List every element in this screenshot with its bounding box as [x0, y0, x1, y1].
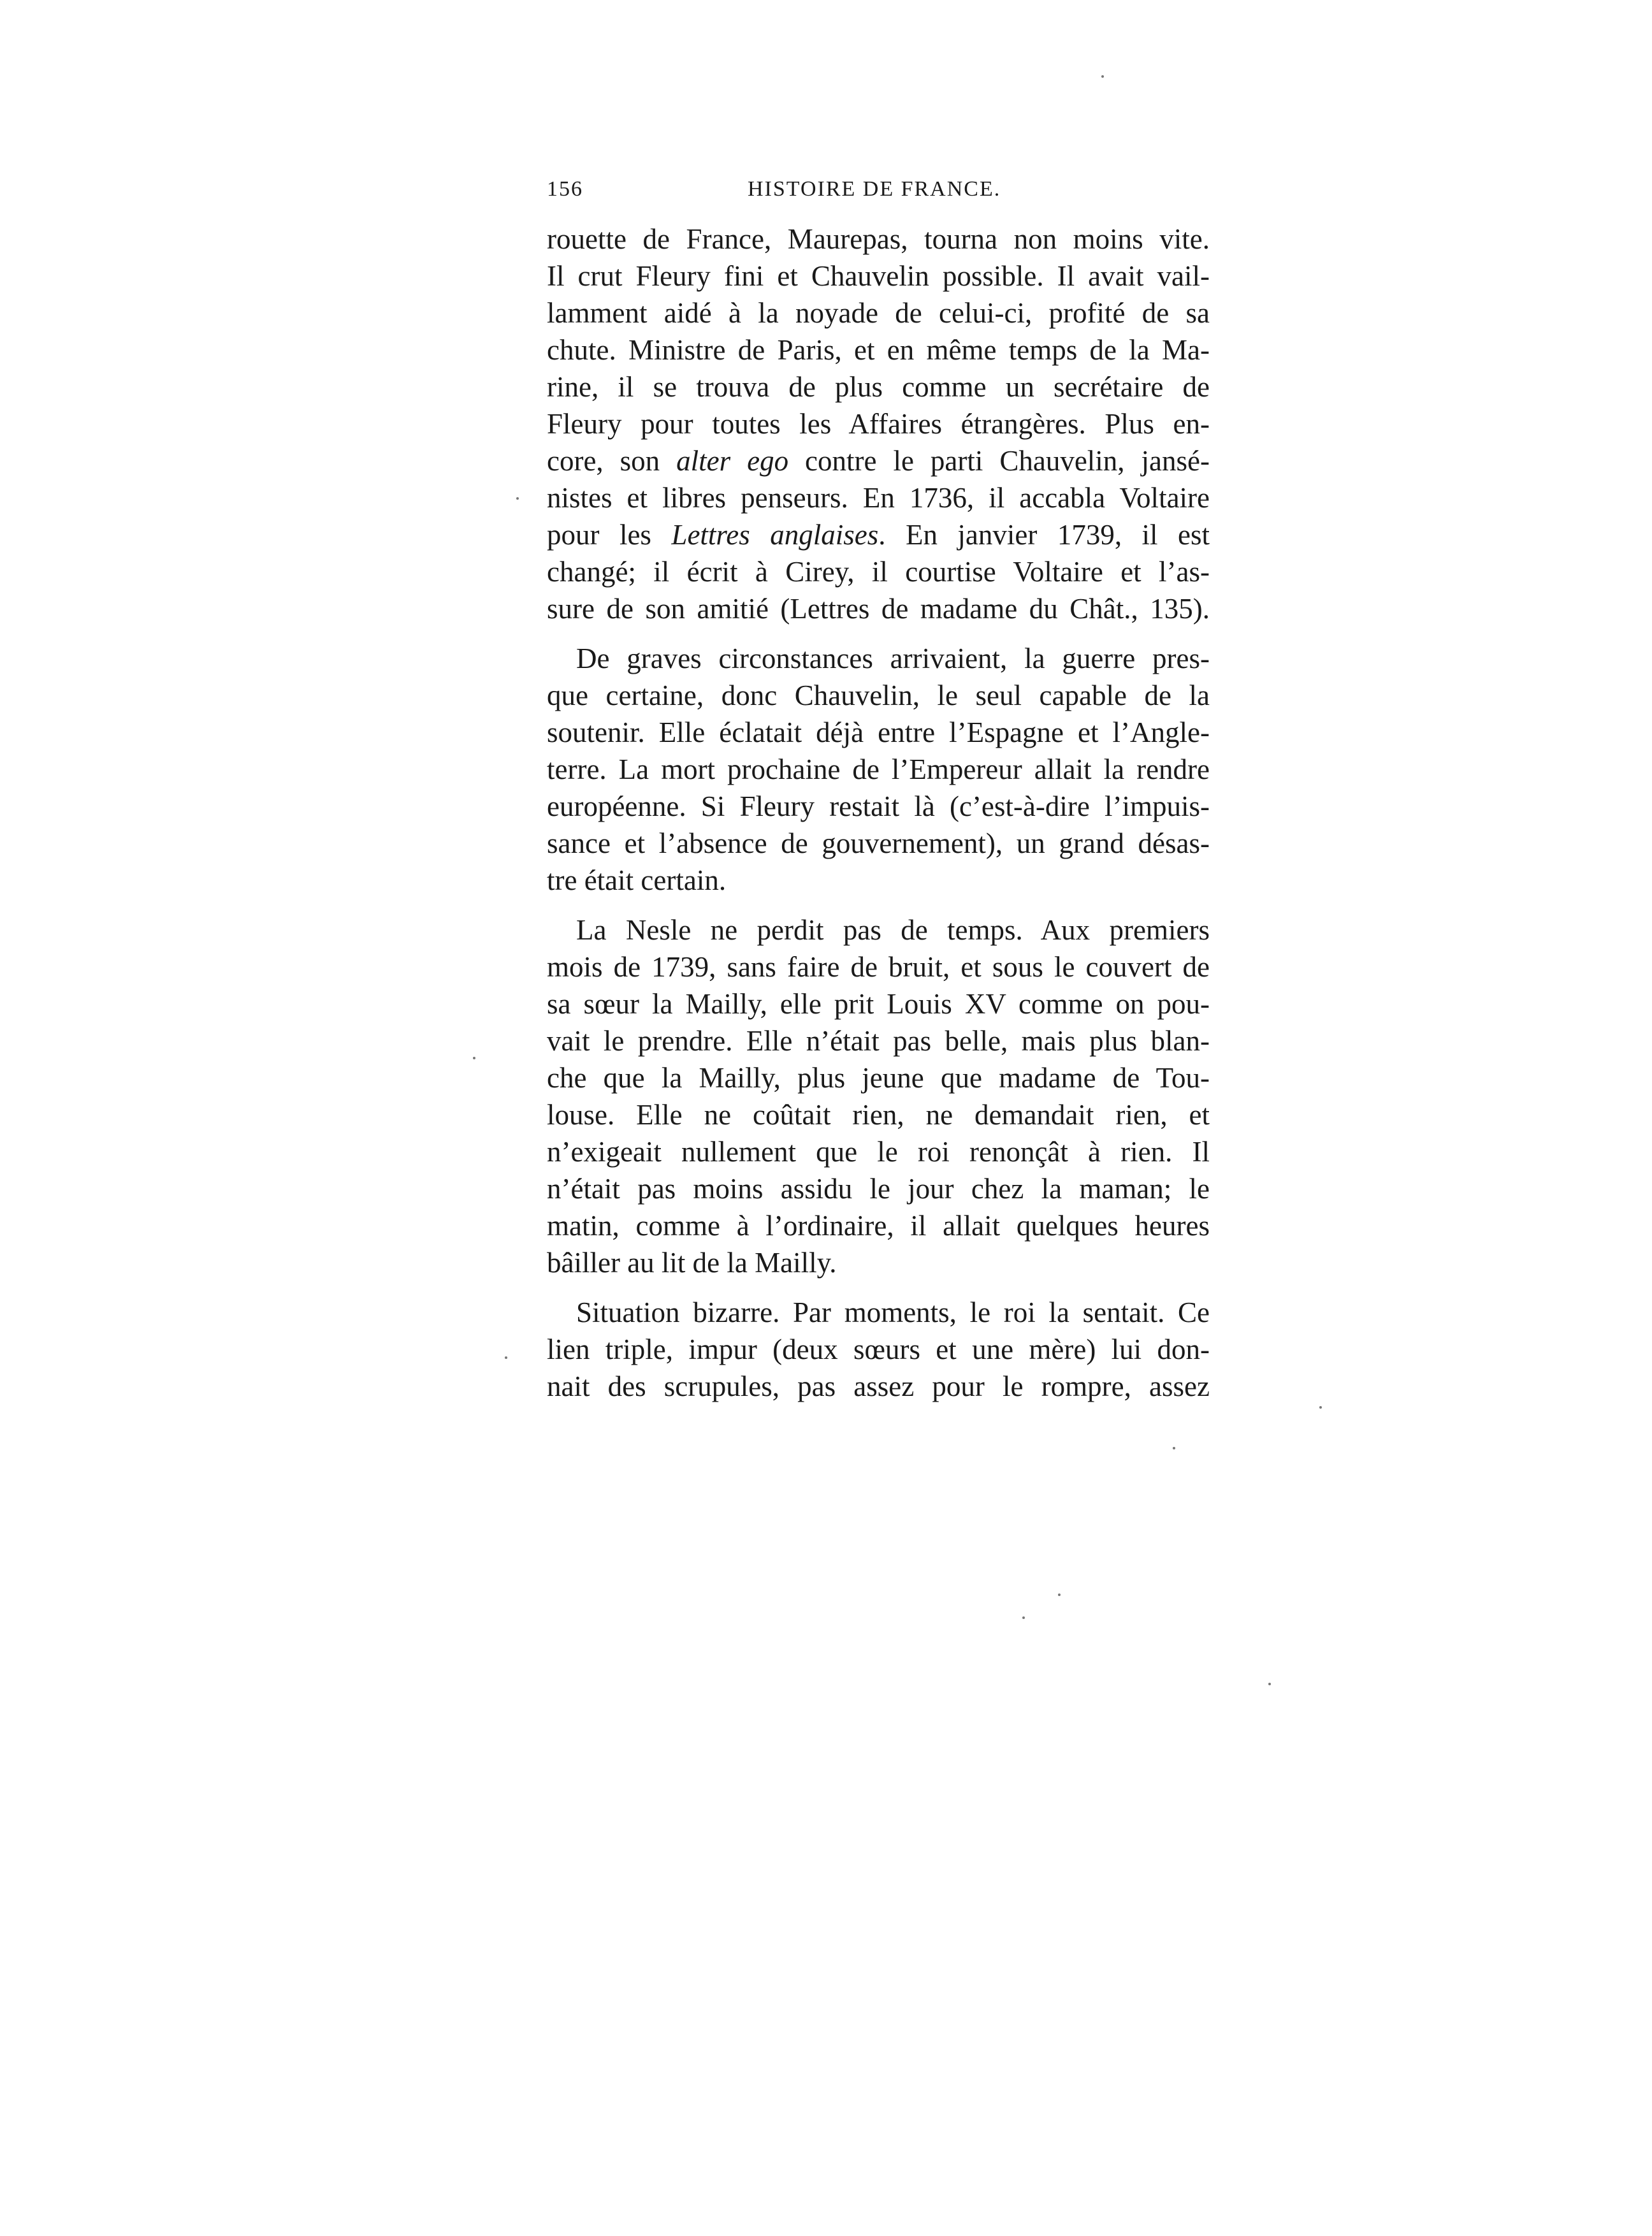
text-line: chute. Ministre de Paris, et en même temps de la Ma-	[547, 334, 1210, 366]
scan-speck	[1022, 1616, 1025, 1619]
text-line: lamment aidé à la noyade de celui-ci, profité de sa	[547, 297, 1210, 329]
running-head	[547, 177, 1210, 215]
scan-speck	[1268, 1683, 1271, 1685]
text-line: que certaine, donc Chauvelin, le seul capable de la	[547, 679, 1210, 711]
text-line: vait le prendre. Elle n’était pas belle, mais plus blan-	[547, 1025, 1210, 1057]
text-line: Situation bizarre. Par moments, le roi la sentait. Ce	[576, 1296, 1210, 1328]
body-text	[547, 221, 1210, 1405]
text-line	[547, 516, 1210, 553]
text-line: rouette de France, Maurepas, tourna non moins vite.	[547, 223, 1210, 255]
text-line: sure de son amitié (Lettres de madame du Chât., 135).	[547, 593, 1210, 625]
text-line: sance et l’absence de gouvernement), un grand désas-	[547, 827, 1210, 859]
text-run: . En janvier 1739, il est	[878, 519, 1210, 551]
text-line: terre. La mort prochaine de l’Empereur allait la rendre	[547, 753, 1210, 785]
text-line: Fleury pour toutes les Affaires étrangères. Plus en-	[547, 408, 1210, 440]
italic-title: Lettres anglaises	[671, 519, 879, 551]
text-line: bâiller au lit de la Mailly.	[547, 1247, 837, 1279]
running-title: HISTOIRE DE FRANCE.	[748, 177, 1001, 201]
text-line: che que la Mailly, plus jeune que madame de Tou-	[547, 1062, 1210, 1094]
text-line: sa sœur la Mailly, elle prit Louis XV comme on pou-	[547, 988, 1210, 1020]
text-line: changé; il écrit à Cirey, il courtise Voltaire et l’as-	[547, 556, 1210, 588]
scan-speck	[473, 1057, 475, 1059]
paragraph-3	[547, 911, 1210, 1281]
paragraph-1	[547, 221, 1210, 627]
text-line: La Nesle ne perdit pas de temps. Aux premiers	[576, 914, 1210, 946]
text-line: soutenir. Elle éclatait déjà entre l’Espagne et l’Angle-	[547, 716, 1210, 748]
page-number: 156	[547, 177, 583, 201]
text-line: De graves circonstances arrivaient, la guerre pres-	[576, 642, 1210, 674]
text-line: tre était certain.	[547, 864, 727, 896]
text-line: louse. Elle ne coûtait rien, ne demandait rien, et	[547, 1099, 1210, 1131]
scan-speck	[516, 497, 519, 500]
scan-speck	[505, 1356, 507, 1359]
text-line: n’exigeait nullement que le roi renonçât à rien. Il	[547, 1136, 1210, 1168]
text-line: Il crut Fleury fini et Chauvelin possible. Il avait vail-	[547, 260, 1210, 292]
paragraph-4	[547, 1294, 1210, 1405]
text-run: core, son	[547, 445, 677, 477]
text-line: nait des scrupules, pas assez pour le rompre, assez	[547, 1370, 1210, 1402]
text-line: n’était pas moins assidu le jour chez la maman; le	[547, 1173, 1210, 1205]
text-line: européenne. Si Fleury restait là (c’est-à-dire l’impuis-	[547, 790, 1210, 822]
paragraph-2	[547, 640, 1210, 899]
text-line: lien triple, impur (deux sœurs et une mère) lui don-	[547, 1333, 1210, 1365]
text-run: pour les	[547, 519, 672, 551]
text-run: contre le parti Chauvelin, jansé-	[788, 445, 1210, 477]
text-line: nistes et libres penseurs. En 1736, il accabla Voltaire	[547, 482, 1210, 514]
text-line: rine, il se trouva de plus comme un secrétaire de	[547, 371, 1210, 403]
text-line	[547, 442, 1210, 479]
italic-phrase: alter ego	[676, 445, 789, 477]
scan-speck	[1173, 1447, 1175, 1449]
scan-speck	[1101, 75, 1104, 78]
text-line: matin, comme à l’ordinaire, il allait quelques heures	[547, 1210, 1210, 1242]
scan-speck	[1319, 1406, 1322, 1409]
scan-speck	[1058, 1594, 1061, 1596]
text-line: mois de 1739, sans faire de bruit, et sous le couvert de	[547, 951, 1210, 983]
